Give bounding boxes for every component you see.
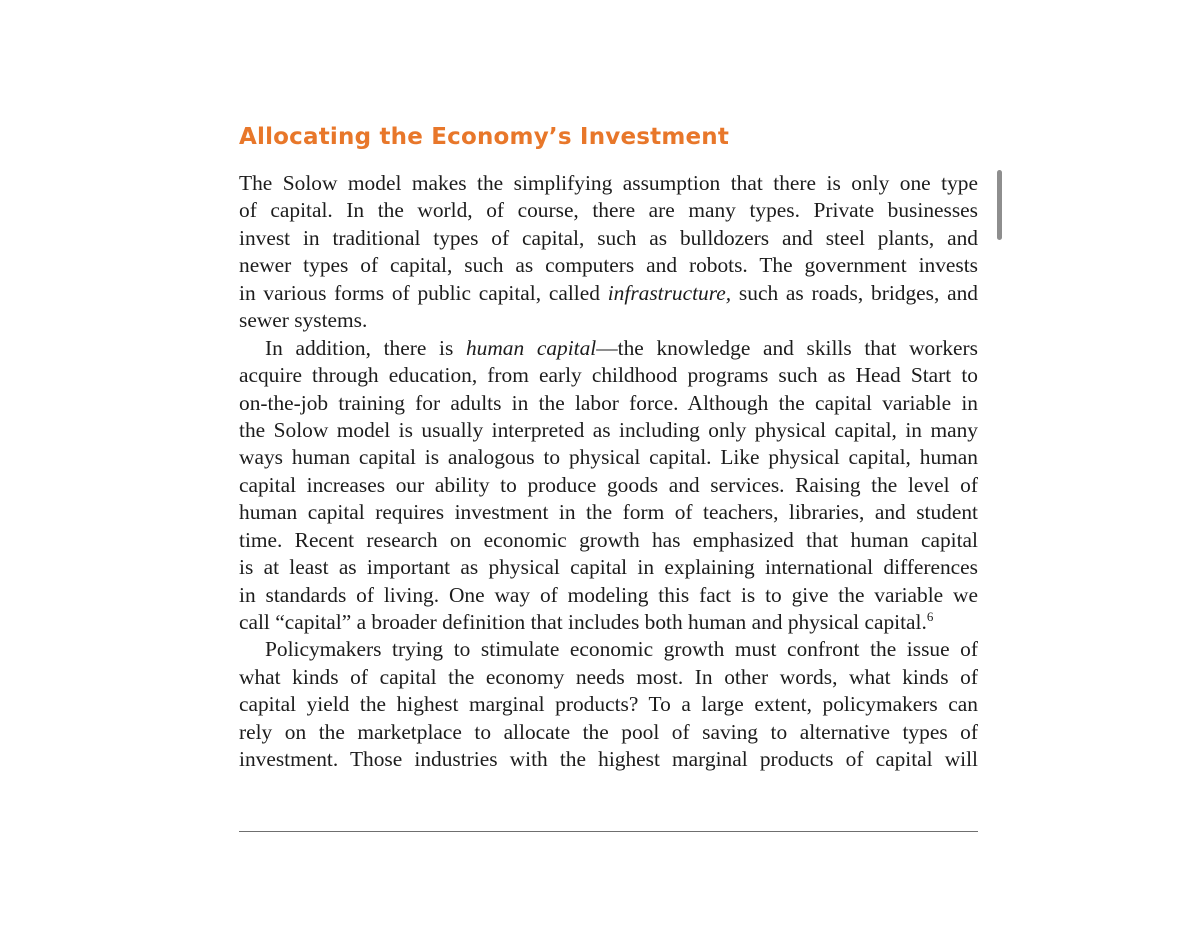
text-run: call “capital” a broader definition that includes both human and physical capital. bbox=[239, 610, 927, 634]
text-line bbox=[239, 280, 978, 307]
text-line: acquire through education, from early childhood programs such as Head Start to bbox=[239, 363, 978, 388]
text-run: such as roads, bridges, and bbox=[731, 280, 978, 305]
body-text bbox=[239, 170, 978, 774]
term-infrastructure: infrastructure, bbox=[607, 280, 732, 305]
text-run: —the knowledge and skills that workers bbox=[596, 335, 978, 360]
footnote-divider bbox=[239, 831, 978, 832]
text-line: is at least as important as physical capital in explaining international differences bbox=[239, 555, 978, 580]
section-heading: Allocating the Economy’s Investment bbox=[239, 124, 730, 150]
text-line: human capital requires investment in the form of teachers, libraries, and student bbox=[239, 500, 978, 525]
text-line: time. Recent research on economic growth has emphasized that human capital bbox=[239, 527, 978, 552]
paragraph-3 bbox=[239, 636, 978, 773]
text-line: invest in traditional types of capital, such as bulldozers and steel plants, and bbox=[239, 225, 978, 250]
text-line: what kinds of capital the economy needs most. In other words, what kinds of bbox=[239, 664, 978, 689]
text-line: The Solow model makes the simplifying assumption that there is only one type bbox=[239, 171, 978, 195]
text-line: rely on the marketplace to allocate the pool of saving to alternative types of bbox=[239, 719, 978, 744]
text-line: capital increases our ability to produce goods and services. Raising the level of bbox=[239, 472, 978, 497]
scrollbar-thumb[interactable] bbox=[997, 170, 1002, 240]
text-line: sewer systems. bbox=[239, 308, 368, 333]
text-line bbox=[239, 335, 978, 362]
text-line: ways human capital is analogous to physical capital. Like physical capital, human bbox=[239, 445, 978, 470]
text-line: the Solow model is usually interpreted as including only physical capital, in many bbox=[239, 417, 978, 442]
text-line: in standards of living. One way of modeling this fact is to give the variable we bbox=[239, 582, 978, 607]
text-line: newer types of capital, such as computers and robots. The government invests bbox=[239, 253, 978, 278]
text-line: capital yield the highest marginal products? To a large extent, policymakers can bbox=[239, 692, 978, 717]
text-run: in various forms of public capital, called bbox=[239, 280, 608, 305]
paragraph-1 bbox=[239, 170, 978, 335]
text-run: In addition, there is bbox=[265, 335, 466, 360]
text-line: investment. Those industries with the highest marginal products of capital will bbox=[239, 747, 978, 772]
text-line: of capital. In the world, of course, there are many types. Private businesses bbox=[239, 198, 978, 223]
text-line bbox=[239, 609, 978, 636]
text-line: Policymakers trying to stimulate economic growth must confront the issue of bbox=[265, 637, 978, 662]
term-human-capital: human capital bbox=[465, 335, 597, 360]
paragraph-2 bbox=[239, 335, 978, 637]
text-line: on-the-job training for adults in the labor force. Although the capital variable in bbox=[239, 390, 978, 415]
footnote-marker[interactable]: 6 bbox=[926, 609, 934, 624]
